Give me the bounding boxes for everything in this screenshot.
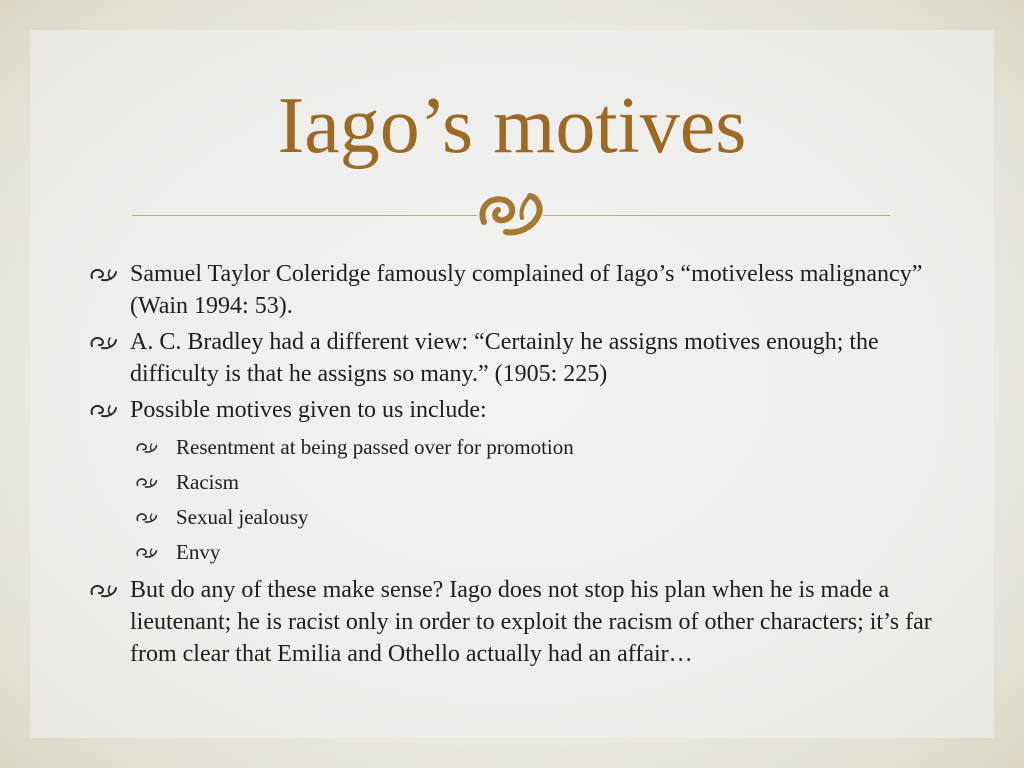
fleuron-bullet-icon (136, 442, 158, 454)
fleuron-bullet-icon (136, 477, 158, 489)
bullet-text: But do any of these make sense? Iago does not stop his plan when he is made a lieutenant; he is racist only in order to exploit the racism of other characters; it’s far from clear that Emilia and Othello actually had an affair… (130, 577, 932, 667)
title-divider-left (132, 215, 477, 216)
bullet-item (90, 326, 940, 390)
sub-bullet-item (90, 500, 940, 535)
fleuron-bullet-icon (136, 547, 158, 559)
fleuron-bullet-icon (90, 404, 118, 418)
fleuron-bullet-icon (90, 268, 118, 282)
bullet-list (90, 258, 940, 674)
sub-bullet-text: Racism (176, 470, 239, 494)
fleuron-bullet-icon (90, 336, 118, 350)
title-divider-right (543, 215, 890, 216)
sub-bullet-item (90, 465, 940, 500)
bullet-item (90, 258, 940, 322)
sub-bullet-text: Resentment at being passed over for promotion (176, 435, 574, 459)
sub-bullet-item (90, 430, 940, 465)
fleuron-ornament-icon (476, 188, 546, 242)
sub-bullet-item (90, 535, 940, 570)
bullet-text: Samuel Taylor Coleridge famously complained of Iago’s “motiveless malignancy” (Wain 1994: 53). (130, 261, 923, 319)
bullet-item (90, 574, 940, 670)
fleuron-bullet-icon (90, 584, 118, 598)
sub-bullet-text: Sexual jealousy (176, 505, 309, 529)
fleuron-bullet-icon (136, 512, 158, 524)
bullet-text: A. C. Bradley had a different view: “Certainly he assigns motives enough; the difficulty is that he assigns so many.” (1905: 225) (130, 329, 879, 387)
sub-bullet-text: Envy (176, 540, 221, 564)
slide-title: Iago’s motives (277, 82, 747, 170)
bullet-item (90, 394, 940, 426)
bullet-text: Possible motives given to us include: (130, 397, 487, 423)
